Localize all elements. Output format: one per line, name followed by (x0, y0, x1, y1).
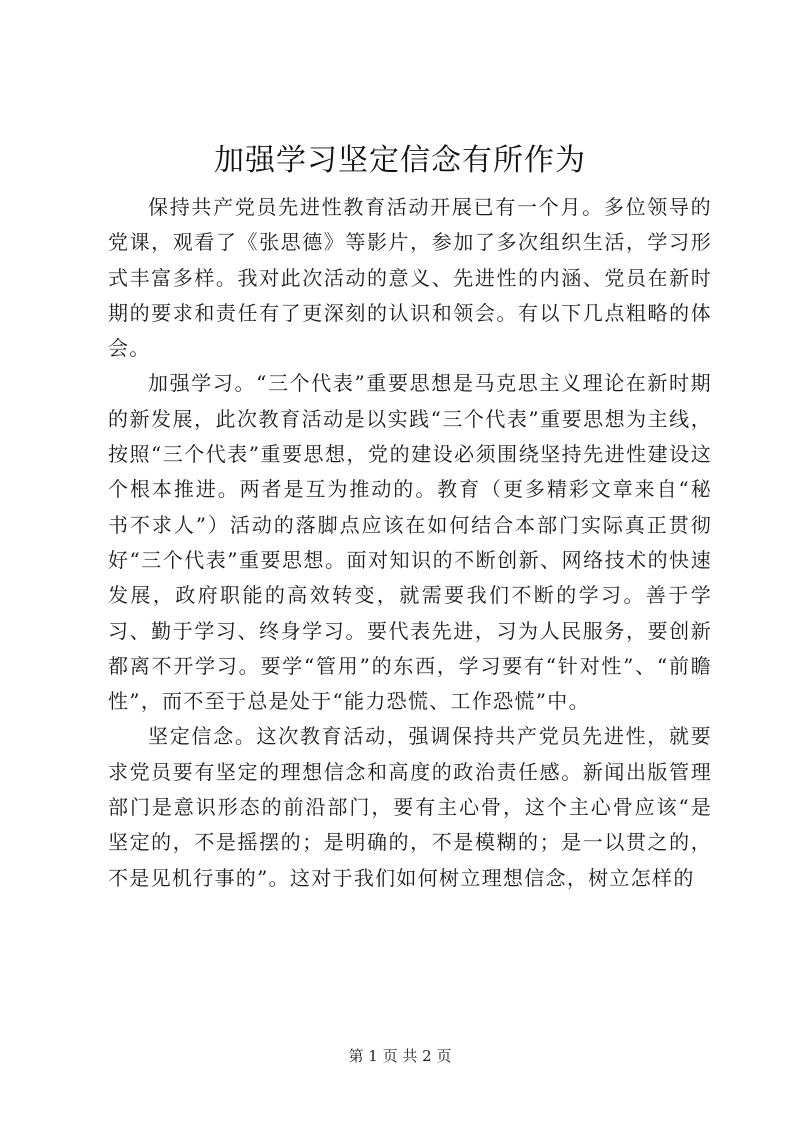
paragraph-strengthen-learning: 加强学习。“三个代表”重要思想是马克思主义理论在新时期的新发展，此次教育活动是以实践“三个代表”重要思想为主线，按照“三个代表”重要思想，党的建设必须围绕坚持先进性建设这个根本推进。两者是互为推动的。教育（更多精彩文章来自“秘书不求人”）活动的落脚点应该在如何结合本部门实际真正贯彻好“三个代表”重要思想。面对知识的不断创新、网络技术的快速发展，政府职能的高效转变，就需要我们不断的学习。善于学习、勤于学习、终身学习。要代表先进，习为人民服务，要创新都离不开学习。要学“管用”的东西，学习要有“针对性”、“前瞻性”，而不至于总是处于“能力恐慌、工作恐慌”中。 (108, 371, 712, 714)
page-footer: 第 1 页 共 2 页 (348, 1047, 452, 1065)
document-body (108, 190, 712, 896)
document-title: 加强学习坚定信念有所作为 (214, 143, 586, 178)
paragraph-intro: 保持共产党员先进性教育活动开展已有一个月。多位领导的党课，观看了《张思德》等影片，参加了多次组织生活，学习形式丰富多样。我对此次活动的意义、先进性的内涵、党员在新时期的要求和责任有了更深刻的认识和领会。有以下几点粗略的体会。 (108, 195, 712, 361)
paragraph-firm-belief: 坚定信念。这次教育活动，强调保持共产党员先进性，就要求党员要有坚定的理想信念和高度的政治责任感。新闻出版管理部门是意识形态的前沿部门，要有主心骨，这个主心骨应该“是坚定的，不是摇摆的；是明确的，不是模糊的；是一以贯之的，不是见机行事的”。这对于我们如何树立理想信念，树立怎样的 (108, 724, 712, 890)
